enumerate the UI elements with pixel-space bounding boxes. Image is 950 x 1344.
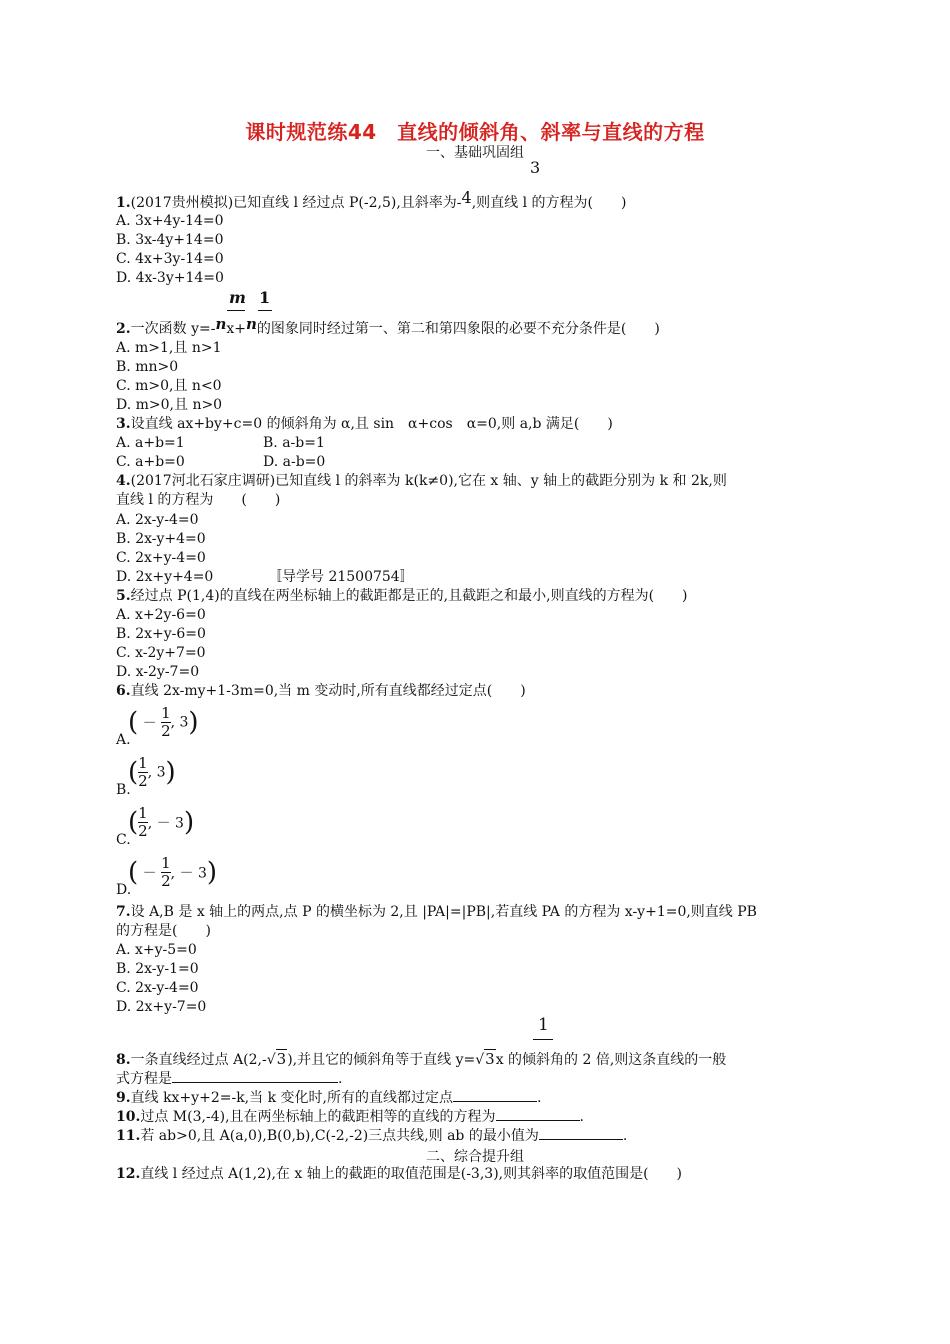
q2-stem bbox=[116, 315, 660, 338]
q4-option-d: D. 2x+y+4=0 bbox=[116, 569, 214, 585]
q6-option-b-rest: , 3 bbox=[147, 764, 166, 781]
q8-text-a: 一条直线经过点 A(2,- bbox=[130, 1052, 267, 1068]
q6-option-a bbox=[116, 702, 316, 748]
q2-frac2-bar bbox=[258, 310, 272, 311]
q8-text-2: 式方程是 bbox=[116, 1071, 172, 1087]
q6-option-c-rest: , － 3 bbox=[147, 815, 184, 832]
q8-sqrt1-value: 3 bbox=[276, 1050, 287, 1068]
q1-option-a: A. 3x+4y-14=0 bbox=[116, 213, 224, 229]
q6-option-a-expr: ( － $\frac{1}{2}$ , 3) bbox=[128, 704, 199, 740]
q10-answer-blank[interactable] bbox=[496, 1108, 580, 1121]
q10-number: 10. bbox=[116, 1109, 141, 1125]
q6-option-d-expr: ( － $\frac{1}{2}$ , － 3) bbox=[128, 854, 218, 890]
q6-option-a-num: 1 bbox=[161, 704, 171, 722]
q6-option-d bbox=[116, 852, 316, 898]
section-heading-basic: 一、基础巩固组 bbox=[426, 145, 524, 161]
q6-option-b bbox=[116, 752, 316, 798]
q5-text: 经过点 P(1,4)的直线在两坐标轴上的截距都是正的,且截距之和最小,则直线的方程为( ) bbox=[130, 588, 688, 604]
q6-option-d-rest: , － 3 bbox=[170, 865, 207, 882]
q7-stem-line2: 的方程是( ) bbox=[116, 923, 211, 939]
q4-stem-line2: 直线 l 的方程为 ( ) bbox=[116, 492, 281, 508]
q8-text-end: . bbox=[338, 1071, 343, 1087]
q1-stem bbox=[116, 188, 627, 212]
q6-option-c-fraction bbox=[138, 805, 148, 840]
q6-option-d-sign: － bbox=[142, 865, 157, 882]
q8-sqrt2: √3 bbox=[475, 1050, 495, 1068]
q1-option-b: B. 3x-4y+14=0 bbox=[116, 232, 224, 248]
q6-option-d-num: 1 bbox=[161, 854, 171, 872]
q3-option-a: A. a+b=1 bbox=[116, 435, 185, 451]
q6-option-d-fraction bbox=[161, 855, 171, 890]
q8-answer-blank[interactable] bbox=[172, 1070, 338, 1083]
q3-stem bbox=[116, 415, 613, 433]
q6-option-b-num: 1 bbox=[138, 754, 148, 772]
q6-option-a-label: A. bbox=[116, 732, 131, 748]
q8-text-c: x 的倾斜角的 2 倍,则这条直线的一般 bbox=[495, 1052, 727, 1068]
q4-stem-line1 bbox=[116, 472, 727, 490]
q6-stem bbox=[116, 682, 526, 700]
q6-option-b-den: 2 bbox=[138, 772, 148, 790]
q9-end: . bbox=[536, 1090, 542, 1106]
q4-text-1: (2017河北石家庄调研)已知直线 l 的斜率为 k(k≠0),它在 x 轴、y 轴上的截距分别为 k 和 2k,则 bbox=[130, 473, 727, 489]
q2-option-d: D. m>0,且 n>0 bbox=[116, 397, 223, 413]
q3-option-b: B. a-b=1 bbox=[263, 435, 325, 451]
q2-frac1-bar bbox=[227, 310, 245, 311]
q6-option-c-den: 2 bbox=[138, 822, 148, 840]
q8-stem-line2 bbox=[116, 1070, 342, 1088]
q6-option-d-label: D. bbox=[116, 882, 132, 898]
q2-option-b: B. mn>0 bbox=[116, 359, 179, 375]
q7-number: 7. bbox=[116, 904, 131, 920]
q7-stem-line1 bbox=[116, 903, 757, 921]
page-title: 课时规范练44 直线的倾斜角、斜率与直线的方程 bbox=[245, 120, 705, 144]
q6-option-c-num: 1 bbox=[138, 804, 148, 822]
q6-option-c-expr: ( $\frac{1}{2}$ , － 3) bbox=[128, 804, 195, 840]
q9-stem bbox=[116, 1089, 541, 1107]
q4-option-c: C. 2x+y-4=0 bbox=[116, 550, 206, 566]
q2-frac2-numerator: 1 bbox=[259, 288, 271, 307]
q10-stem bbox=[116, 1108, 584, 1126]
q5-stem bbox=[116, 587, 688, 605]
q4-option-b: B. 2x-y+4=0 bbox=[116, 531, 206, 547]
q7-option-b: B. 2x-y-1=0 bbox=[116, 961, 199, 977]
q9-number: 9. bbox=[116, 1090, 131, 1106]
q1-text-a: (2017贵州模拟)已知直线 l 经过点 P(-2,5),且斜率为- bbox=[130, 195, 462, 211]
q1-option-d: D. 4x-3y+14=0 bbox=[116, 270, 224, 286]
q8-number: 8. bbox=[116, 1052, 131, 1068]
q8-stem-line1 bbox=[116, 1050, 726, 1069]
q6-option-a-rest: , 3 bbox=[170, 714, 189, 731]
q6-option-b-expr: ( $\frac{1}{2}$ , 3) bbox=[128, 754, 176, 790]
q12-text: 直线 l 经过点 A(1,2),在 x 轴上的截距的取值范围是(-3,3),则其斜率的取值范围是( ) bbox=[140, 1166, 683, 1182]
q11-answer-blank[interactable] bbox=[539, 1127, 623, 1140]
q5-option-b: B. 2x+y-6=0 bbox=[116, 626, 206, 642]
q5-number: 5. bbox=[116, 588, 131, 604]
q8-text-b: ),并且它的倾斜角等于直线 y= bbox=[287, 1052, 476, 1068]
q6-option-a-sign: － bbox=[142, 715, 157, 732]
q2-frac2-denominator: n bbox=[246, 315, 257, 333]
q6-option-a-den: 2 bbox=[161, 722, 171, 740]
q2-frac1-denominator: n bbox=[215, 315, 227, 333]
q2-text-b: 的图象同时经过第一、第二和第四象限的必要不充分条件是( ) bbox=[256, 321, 660, 337]
q8-sqrt1: √3 bbox=[266, 1050, 287, 1068]
q4-option-a: A. 2x-y-4=0 bbox=[116, 512, 199, 528]
q3-option-d: D. a-b=0 bbox=[263, 454, 326, 470]
q2-option-a: A. m>1,且 n>1 bbox=[116, 340, 222, 356]
q11-end: . bbox=[622, 1128, 628, 1144]
q9-answer-blank[interactable] bbox=[453, 1089, 537, 1102]
q5-option-d: D. x-2y-7=0 bbox=[116, 664, 200, 680]
q7-text-1: 设 A,B 是 x 轴上的两点,点 P 的横坐标为 2,且 |PA|=|PB|,若直线 PA 的方程为 x-y+1=0,则直线 PB bbox=[130, 904, 757, 920]
q5-option-a: A. x+2y-6=0 bbox=[116, 607, 206, 623]
q7-option-a: A. x+y-5=0 bbox=[116, 942, 197, 958]
q1-fraction-numerator: 3 bbox=[530, 158, 541, 177]
q7-option-d: D. 2x+y-7=0 bbox=[116, 999, 207, 1015]
q6-option-c bbox=[116, 802, 316, 848]
q3-option-c: C. a+b=0 bbox=[116, 454, 185, 470]
q10-end: . bbox=[579, 1109, 584, 1125]
q6-option-b-label: B. bbox=[116, 782, 131, 798]
q1-number: 1. bbox=[116, 195, 131, 211]
q11-stem bbox=[116, 1127, 627, 1145]
q5-option-c: C. x-2y+7=0 bbox=[116, 645, 206, 661]
q2-number: 2. bbox=[116, 321, 131, 337]
q6-option-b-fraction bbox=[138, 755, 148, 790]
q11-number: 11. bbox=[116, 1128, 141, 1144]
q2-option-c: C. m>0,且 n<0 bbox=[116, 378, 222, 394]
q2-text-a: 一次函数 y=- bbox=[130, 321, 216, 337]
q4-number: 4. bbox=[116, 473, 131, 489]
q3-text: 设直线 ax+by+c=0 的倾斜角为 α,且 sin α+cos α=0,则 a,b 满足( ) bbox=[130, 416, 613, 432]
q6-option-d-den: 2 bbox=[161, 872, 171, 890]
q6-option-c-label: C. bbox=[116, 832, 131, 848]
q7-option-c: C. 2x-y-4=0 bbox=[116, 980, 199, 996]
q4-reference-number: 〚导学号 21500754〛 bbox=[268, 569, 414, 585]
q10-text: 过点 M(3,-4),且在两坐标轴上的截距相等的直线的方程为 bbox=[140, 1109, 496, 1125]
q9-text: 直线 kx+y+2=-k,当 k 变化时,所有的直线都过定点 bbox=[130, 1090, 453, 1106]
q2-text-mid: x+ bbox=[226, 321, 246, 337]
q6-number: 6. bbox=[116, 683, 131, 699]
q8-fraction-bar bbox=[533, 1039, 553, 1040]
q8-fraction-numerator: 1 bbox=[538, 1015, 549, 1035]
q1-fraction-denominator: 4 bbox=[461, 188, 472, 207]
q6-text: 直线 2x-my+1-3m=0,当 m 变动时,所有直线都经过定点( ) bbox=[130, 683, 526, 699]
q1-option-c: C. 4x+3y-14=0 bbox=[116, 251, 224, 267]
q8-sqrt2-value: 3 bbox=[485, 1050, 495, 1068]
q12-stem bbox=[116, 1165, 682, 1183]
q6-option-a-fraction bbox=[161, 705, 171, 740]
q2-frac1-numerator: m bbox=[229, 288, 246, 307]
q12-number: 12. bbox=[116, 1166, 141, 1182]
q11-text: 若 ab>0,且 A(a,0),B(0,b),C(-2,-2)三点共线,则 ab 的最小值为 bbox=[140, 1128, 539, 1144]
section-heading-advanced: 二、综合提升组 bbox=[426, 1149, 524, 1165]
q3-number: 3. bbox=[116, 416, 131, 432]
q1-text-b: ,则直线 l 的方程为( ) bbox=[471, 195, 627, 211]
